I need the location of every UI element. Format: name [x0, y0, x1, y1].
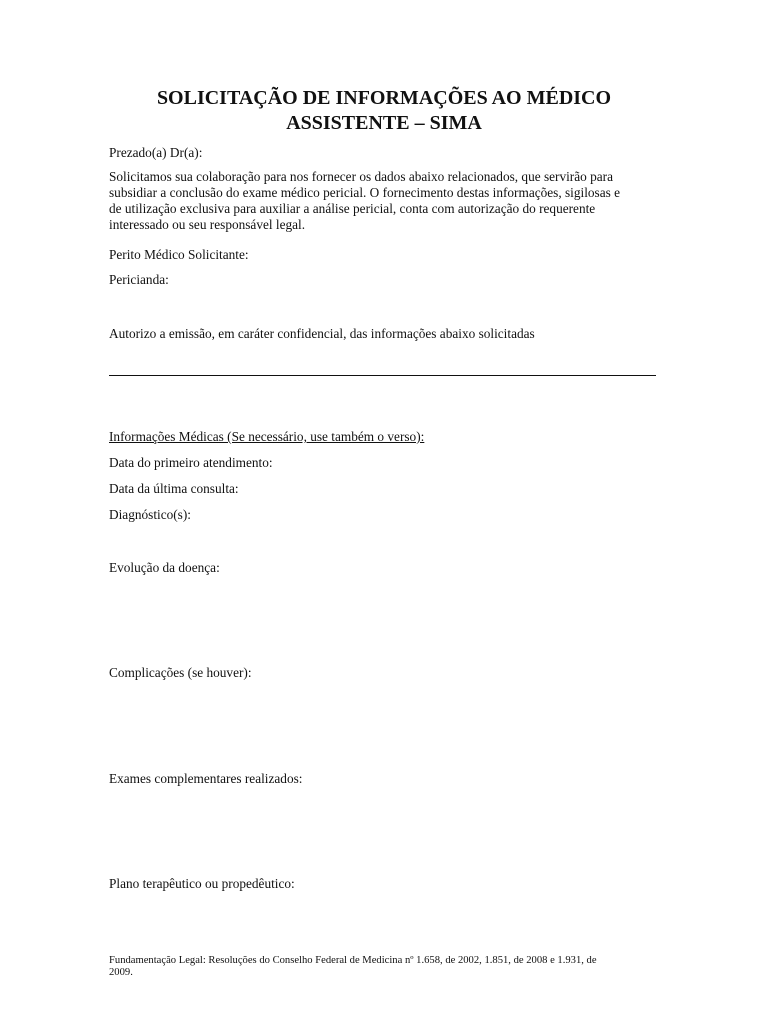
medical-info-heading: Informações Médicas (Se necessário, use também o verso):	[109, 429, 425, 444]
intro-line: interessado ou seu responsável legal.	[109, 217, 306, 232]
intro-line: Solicitamos sua colaboração para nos fornecer os dados abaixo relacionados, que servirão para	[109, 169, 613, 184]
examinee-label: Pericianda:	[109, 272, 169, 287]
document-title	[80, 86, 688, 136]
disease-progress-label: Evolução da doença:	[109, 560, 220, 575]
complications-label: Complicações (se houver):	[109, 665, 252, 680]
footnote-line: 2009.	[109, 967, 133, 978]
intro-line: de utilização exclusiva para auxiliar a análise pericial, conta com autorização do requerente	[109, 201, 596, 216]
intro-paragraph	[109, 169, 669, 233]
diagnosis-label: Diagnóstico(s):	[109, 507, 191, 522]
signature-line	[109, 375, 656, 376]
first-visit-label: Data do primeiro atendimento:	[109, 455, 273, 470]
authorization-text: Autorizo a emissão, em caráter confidencial, das informações abaixo solicitadas	[109, 326, 535, 341]
salutation: Prezado(a) Dr(a):	[109, 145, 203, 160]
footnote-line: Fundamentação Legal: Resoluções do Conselho Federal de Medicina nº 1.658, de 2002, 1.851, de 2008 e 1.931, de	[109, 955, 597, 966]
treatment-plan-label: Plano terapêutico ou propedêutico:	[109, 876, 295, 891]
requesting-expert-label: Perito Médico Solicitante:	[109, 247, 249, 262]
exams-label: Exames complementares realizados:	[109, 771, 303, 786]
last-visit-label: Data da última consulta:	[109, 481, 239, 496]
title-line-2: ASSISTENTE – SIMA	[286, 112, 482, 134]
title-line-1: SOLICITAÇÃO DE INFORMAÇÕES AO MÉDICO	[156, 87, 612, 109]
legal-footnote	[109, 955, 657, 979]
intro-line: subsidiar a conclusão do exame médico pericial. O fornecimento destas informações, sigilosas e	[109, 185, 621, 200]
